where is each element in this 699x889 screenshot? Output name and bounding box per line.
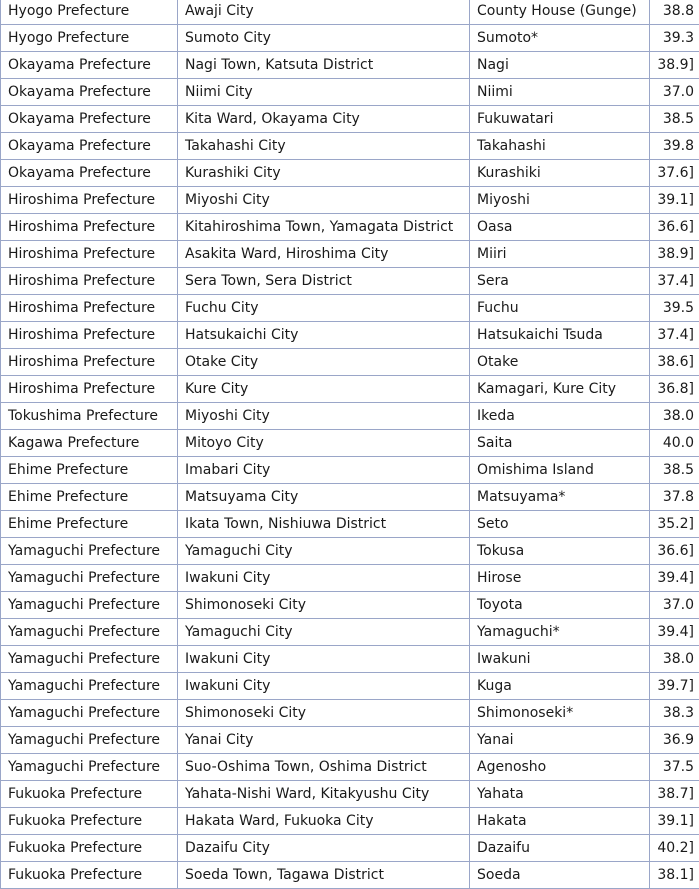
table-row [1, 403, 699, 430]
municipality-cell: Yamaguchi City [178, 619, 470, 646]
municipality-cell: Niimi City [178, 79, 470, 106]
prefecture-cell: Hiroshima Prefecture [1, 322, 178, 349]
temperature-cell: 36.6] [650, 214, 699, 241]
temperature-cell: 40.0 [650, 430, 699, 457]
temperature-cell: 39.7] [650, 673, 699, 700]
prefecture-cell: Tokushima Prefecture [1, 403, 178, 430]
table-row [1, 754, 699, 781]
prefecture-cell: Okayama Prefecture [1, 79, 178, 106]
table-row [1, 538, 699, 565]
station-cell: Niimi [470, 79, 650, 106]
municipality-cell: Miyoshi City [178, 187, 470, 214]
table-row [1, 376, 699, 403]
table-row [1, 511, 699, 538]
municipality-cell: Imabari City [178, 457, 470, 484]
prefecture-cell: Okayama Prefecture [1, 106, 178, 133]
station-cell: Oasa [470, 214, 650, 241]
table-row [1, 268, 699, 295]
table-row [1, 700, 699, 727]
station-cell: Sera [470, 268, 650, 295]
prefecture-cell: Kagawa Prefecture [1, 430, 178, 457]
table-row [1, 565, 699, 592]
municipality-cell: Otake City [178, 349, 470, 376]
station-cell: Matsuyama* [470, 484, 650, 511]
municipality-cell: Dazaifu City [178, 835, 470, 862]
temperature-cell: 37.5 [650, 754, 699, 781]
temperature-cell: 39.8 [650, 133, 699, 160]
table-row [1, 592, 699, 619]
municipality-cell: Kita Ward, Okayama City [178, 106, 470, 133]
temperature-cell: 39.5 [650, 295, 699, 322]
municipality-cell: Kurashiki City [178, 160, 470, 187]
table-row [1, 133, 699, 160]
table-row [1, 241, 699, 268]
municipality-cell: Iwakuni City [178, 673, 470, 700]
prefecture-cell: Hiroshima Prefecture [1, 268, 178, 295]
temperature-cell: 39.3 [650, 25, 699, 52]
table-row [1, 835, 699, 862]
prefecture-cell: Okayama Prefecture [1, 160, 178, 187]
temperature-cell: 39.1] [650, 187, 699, 214]
station-cell: Fuchu [470, 295, 650, 322]
prefecture-cell: Yamaguchi Prefecture [1, 700, 178, 727]
table-row [1, 781, 699, 808]
municipality-cell: Iwakuni City [178, 646, 470, 673]
municipality-cell: Fuchu City [178, 295, 470, 322]
municipality-cell: Shimonoseki City [178, 700, 470, 727]
prefecture-cell: Fukuoka Prefecture [1, 781, 178, 808]
prefecture-cell: Okayama Prefecture [1, 52, 178, 79]
temperature-cell: 40.2] [650, 835, 699, 862]
prefecture-cell: Hiroshima Prefecture [1, 214, 178, 241]
municipality-cell: Ikata Town, Nishiuwa District [178, 511, 470, 538]
prefecture-cell: Yamaguchi Prefecture [1, 592, 178, 619]
station-cell: Kamagari, Kure City [470, 376, 650, 403]
temperature-cell: 39.1] [650, 808, 699, 835]
temperature-cell: 38.1] [650, 862, 699, 889]
temperature-cell: 38.9] [650, 52, 699, 79]
table-row [1, 79, 699, 106]
station-cell: Fukuwatari [470, 106, 650, 133]
station-cell: Ikeda [470, 403, 650, 430]
prefecture-cell: Okayama Prefecture [1, 133, 178, 160]
table-row [1, 430, 699, 457]
station-cell: Hakata [470, 808, 650, 835]
prefecture-cell: Yamaguchi Prefecture [1, 727, 178, 754]
temperature-cell: 38.5 [650, 457, 699, 484]
municipality-cell: Takahashi City [178, 133, 470, 160]
table-row [1, 619, 699, 646]
municipality-cell: Suo-Oshima Town, Oshima District [178, 754, 470, 781]
table-row [1, 673, 699, 700]
station-cell: Hatsukaichi Tsuda [470, 322, 650, 349]
temperature-cell: 37.4] [650, 268, 699, 295]
station-cell: Nagi [470, 52, 650, 79]
table-row [1, 808, 699, 835]
station-cell: Tokusa [470, 538, 650, 565]
station-cell: Toyota [470, 592, 650, 619]
station-cell: Saita [470, 430, 650, 457]
municipality-cell: Sumoto City [178, 25, 470, 52]
table-row [1, 862, 699, 889]
station-cell: Kuga [470, 673, 650, 700]
station-cell: Dazaifu [470, 835, 650, 862]
station-cell: Iwakuni [470, 646, 650, 673]
municipality-cell: Sera Town, Sera District [178, 268, 470, 295]
temperature-cell: 38.3 [650, 700, 699, 727]
temperature-cell: 37.6] [650, 160, 699, 187]
temperature-cell: 38.5 [650, 106, 699, 133]
station-cell: Otake [470, 349, 650, 376]
station-cell: Yamaguchi* [470, 619, 650, 646]
station-cell: Miiri [470, 241, 650, 268]
table-row [1, 25, 699, 52]
municipality-cell: Nagi Town, Katsuta District [178, 52, 470, 79]
station-cell: Yahata [470, 781, 650, 808]
station-cell: Miyoshi [470, 187, 650, 214]
municipality-cell: Yamaguchi City [178, 538, 470, 565]
prefecture-cell: Fukuoka Prefecture [1, 835, 178, 862]
temperature-cell: 38.7] [650, 781, 699, 808]
station-cell: Soeda [470, 862, 650, 889]
prefecture-cell: Fukuoka Prefecture [1, 808, 178, 835]
table-row [1, 295, 699, 322]
prefecture-cell: Hiroshima Prefecture [1, 187, 178, 214]
temperature-cell: 36.6] [650, 538, 699, 565]
temperature-cell: 35.2] [650, 511, 699, 538]
temperature-cell: 38.0 [650, 403, 699, 430]
table-row [1, 646, 699, 673]
table-row [1, 484, 699, 511]
prefecture-cell: Yamaguchi Prefecture [1, 565, 178, 592]
table-row [1, 187, 699, 214]
station-cell: Omishima Island [470, 457, 650, 484]
station-cell: Agenosho [470, 754, 650, 781]
municipality-cell: Kure City [178, 376, 470, 403]
prefecture-cell: Hiroshima Prefecture [1, 349, 178, 376]
municipality-cell: Matsuyama City [178, 484, 470, 511]
station-cell: County House (Gunge) [470, 0, 650, 25]
municipality-cell: Yahata-Nishi Ward, Kitakyushu City [178, 781, 470, 808]
station-cell: Shimonoseki* [470, 700, 650, 727]
municipality-cell: Hatsukaichi City [178, 322, 470, 349]
station-cell: Yanai [470, 727, 650, 754]
table-row [1, 727, 699, 754]
temperature-cell: 37.0 [650, 79, 699, 106]
prefecture-cell: Fukuoka Prefecture [1, 862, 178, 889]
station-cell: Sumoto* [470, 25, 650, 52]
prefecture-cell: Hiroshima Prefecture [1, 295, 178, 322]
municipality-cell: Yanai City [178, 727, 470, 754]
table-row [1, 457, 699, 484]
temperature-cell: 38.0 [650, 646, 699, 673]
station-cell: Takahashi [470, 133, 650, 160]
temperature-cell: 38.9] [650, 241, 699, 268]
table-row [1, 349, 699, 376]
station-cell: Seto [470, 511, 650, 538]
table-row [1, 52, 699, 79]
table-row [1, 106, 699, 133]
prefecture-cell: Yamaguchi Prefecture [1, 673, 178, 700]
temperature-cell: 39.4] [650, 565, 699, 592]
temperature-cell: 37.8 [650, 484, 699, 511]
prefecture-cell: Yamaguchi Prefecture [1, 619, 178, 646]
prefecture-cell: Hiroshima Prefecture [1, 241, 178, 268]
prefecture-cell: Hyogo Prefecture [1, 25, 178, 52]
prefecture-cell: Ehime Prefecture [1, 457, 178, 484]
table-row [1, 214, 699, 241]
prefecture-cell: Yamaguchi Prefecture [1, 538, 178, 565]
table-body [1, 0, 699, 889]
prefecture-cell: Yamaguchi Prefecture [1, 754, 178, 781]
temperature-cell: 37.0 [650, 592, 699, 619]
table-row [1, 0, 699, 25]
prefecture-cell: Yamaguchi Prefecture [1, 646, 178, 673]
temperature-cell: 38.8 [650, 0, 699, 25]
temperature-cell: 36.8] [650, 376, 699, 403]
municipality-cell: Miyoshi City [178, 403, 470, 430]
table-row [1, 160, 699, 187]
station-cell: Kurashiki [470, 160, 650, 187]
municipality-cell: Asakita Ward, Hiroshima City [178, 241, 470, 268]
municipality-cell: Awaji City [178, 0, 470, 25]
temperature-cell: 39.4] [650, 619, 699, 646]
municipality-cell: Soeda Town, Tagawa District [178, 862, 470, 889]
prefecture-cell: Hyogo Prefecture [1, 0, 178, 25]
municipality-cell: Mitoyo City [178, 430, 470, 457]
municipality-cell: Hakata Ward, Fukuoka City [178, 808, 470, 835]
temperature-cell: 37.4] [650, 322, 699, 349]
station-cell: Hirose [470, 565, 650, 592]
table-row [1, 322, 699, 349]
prefecture-cell: Ehime Prefecture [1, 511, 178, 538]
municipality-cell: Shimonoseki City [178, 592, 470, 619]
municipality-cell: Kitahiroshima Town, Yamagata District [178, 214, 470, 241]
temperature-cell: 36.9 [650, 727, 699, 754]
temperature-cell: 38.6] [650, 349, 699, 376]
prefecture-cell: Hiroshima Prefecture [1, 376, 178, 403]
municipality-cell: Iwakuni City [178, 565, 470, 592]
prefecture-cell: Ehime Prefecture [1, 484, 178, 511]
